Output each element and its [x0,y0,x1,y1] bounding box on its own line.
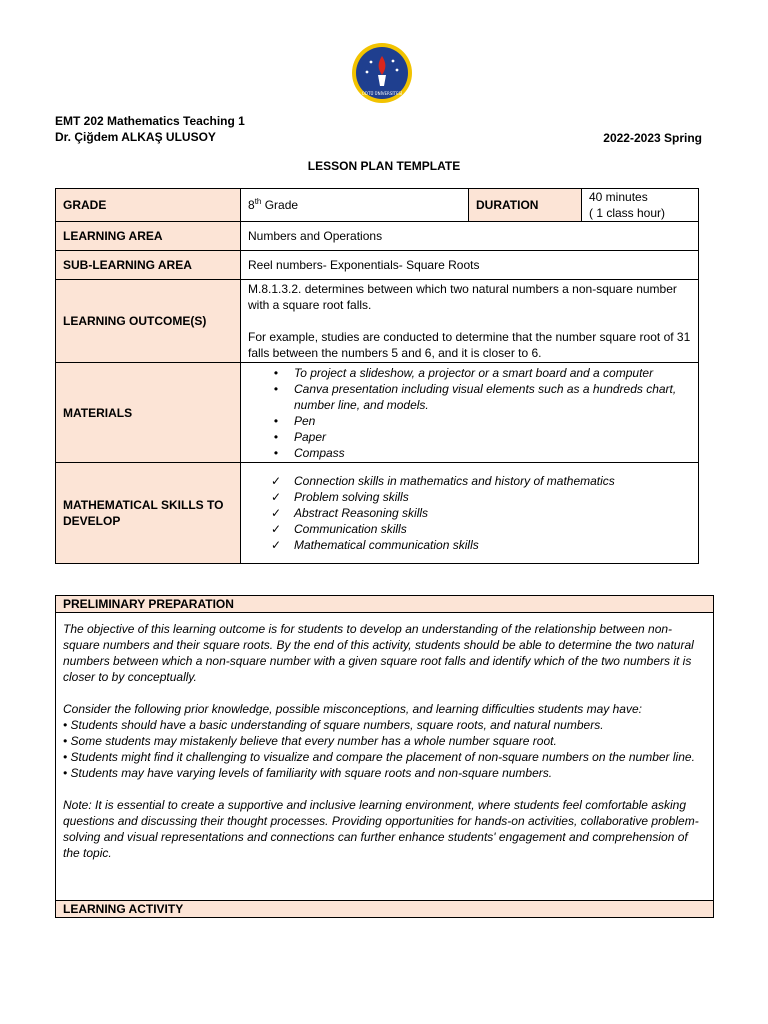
list-item: ✓ Connection skills in mathematics and history of mathematics [248,473,691,489]
skills-row [56,463,699,564]
grade-label: GRADE [56,189,241,222]
prep-objective: The objective of this learning outcome is for students to develop an understanding of the relationship between non-square numbers and their square roots. By the end of this activity, students should be able to determine the two natural numbers between which a non-square number with a given square root falls and identify which of the two numbers it is closer to by conceptually. [63,622,694,684]
skills-value [241,463,699,564]
outcome-example: For example, studies are conducted to determine that the number square root of 31 falls between the numbers 5 and 6, and it is closer to 6. [248,330,691,360]
list-item: • Paper [248,429,691,445]
page-title: LESSON PLAN TEMPLATE [307,159,461,173]
outcome-label: LEARNING OUTCOME(S) [56,280,241,363]
preliminary-preparation-table [55,595,714,918]
duration-value: 40 minutes ( 1 class hour) [582,189,699,222]
materials-row [56,363,699,463]
prep-body [56,613,714,901]
activity-heading: LEARNING ACTIVITY [56,901,714,918]
list-item: • To project a slideshow, a projector or a smart board and a computer [248,365,691,381]
sub-area-row [56,251,699,280]
checkmark-icon: ✓ [270,490,282,504]
list-item: • Compass [248,445,691,461]
university-logo [351,42,413,104]
list-item: ✓ Communication skills [248,521,691,537]
prep-note: Note: It is essential to create a supportive and inclusive learning environment, where students feel comfortable asking questions and discussing their thought processes. Providing opportunities for hands-on activities, collaborative problem-solving and visual representations and connections can further enhance students' engagement and comprehension of the topic. [63,798,699,860]
sub-area-label: SUB-LEARNING AREA [56,251,241,280]
lesson-plan-table [55,188,699,564]
course-title: EMT 202 Mathematics Teaching 1 [55,114,245,128]
skills-label: MATHEMATICAL SKILLS TO DEVELOP [56,463,241,564]
list-item: ✓ Mathematical communication skills [248,537,691,553]
bullet-icon: • [273,365,279,380]
bullet-icon: • [273,381,279,396]
term-label: 2022-2023 Spring [603,131,702,145]
instructor-name: Dr. Çiğdem ALKAŞ ULUSOY [55,130,216,144]
list-item: ✓ Abstract Reasoning skills [248,505,691,521]
outcome-paragraph: M.8.1.3.2. determines between which two natural numbers a non-square number with a square root falls. [248,282,677,312]
logo-text: ODTÜ ÜNİVERSİTESİ [361,91,403,96]
bullet-icon: • [273,413,279,428]
learning-area-row [56,222,699,251]
checkmark-icon: ✓ [270,538,282,552]
prep-heading: PRELIMINARY PREPARATION [56,596,714,613]
duration-label: DURATION [469,189,582,222]
list-item: ✓ Problem solving skills [248,489,691,505]
learning-area-label: LEARNING AREA [56,222,241,251]
sub-area-value: Reel numbers- Exponentials- Square Roots [241,251,699,280]
learning-area-value: Numbers and Operations [241,222,699,251]
checkmark-icon: ✓ [270,506,282,520]
bullet-icon: • [273,429,279,444]
prep-prior-knowledge: Consider the following prior knowledge, possible misconceptions, and learning difficulties students may have: • Students should have a basic understanding of square numbers, square roots, and natural numbers. • Some students may mistakenly believe that every number has a whole number square root. • Students might find it challenging to visualize and compare the placement of non-square numbers on the number line. • Students may have varying levels of familiarity with square roots and non-square numbers. [63,702,695,780]
checkmark-icon: ✓ [270,522,282,536]
materials-value [241,363,699,463]
grade-row [56,189,699,222]
grade-value: 8th Grade [241,189,469,222]
materials-label: MATERIALS [56,363,241,463]
outcome-row [56,280,699,363]
checkmark-icon: ✓ [270,474,282,488]
bullet-icon: • [273,445,279,460]
list-item: • Canva presentation including visual elements such as a hundreds chart, number line, and models. [248,381,691,413]
list-item: • Pen [248,413,691,429]
outcome-value [241,280,699,363]
